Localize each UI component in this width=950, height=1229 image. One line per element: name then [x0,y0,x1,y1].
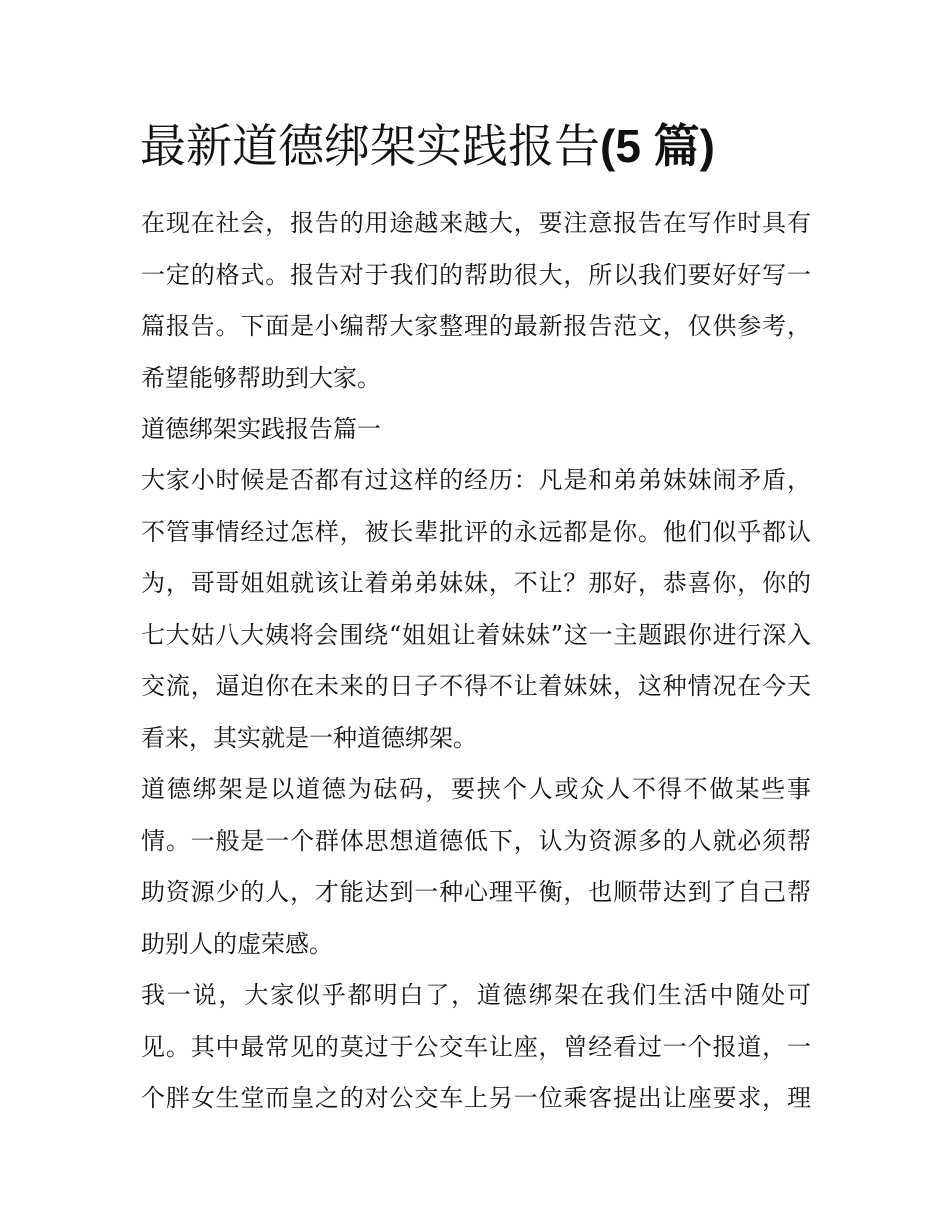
paragraph-line: 不管事情经过怎样，被长辈批评的永远都是你。他们似乎都认 [141,517,811,546]
title-count: (5 篇) [600,120,715,172]
paragraph-line: 道德绑架是以道德为砝码，要挟个人或众人不得不做某些事 [141,775,811,803]
paragraph-line: 大家小时候是否都有过这样的经历：凡是和弟弟妹妹闹矛盾， [141,466,811,494]
paragraph-line: 助别人的虚荣感。 [141,929,333,958]
paragraph-line: 为，哥哥姐姐就该让着弟弟妹妹，不让？那好，恭喜你，你的 [141,569,811,597]
paragraph-line: 七大姑八大姨将会围绕“姐姐让着妹妹”这一主题跟你进行深入 [141,620,811,649]
document-body [141,198,811,1125]
title-text: 最新道德绑架实践报告 [140,119,600,173]
paragraph-line: 见。其中最常见的莫过于公交车让座，曾经看过一个报道，一 [141,1032,811,1061]
page-title [140,114,860,178]
paragraph-line: 在现在社会，报告的用途越来越大，要注意报告在写作时具有 [141,209,811,237]
paragraph-line: 希望能够帮助到大家。 [141,363,381,392]
paragraph-line: 助资源少的人，才能达到一种心理平衡，也顺带达到了自己帮 [141,878,811,906]
paragraph-line: 我一说，大家似乎都明白了，道德绑架在我们生活中随处可 [141,981,811,1009]
paragraph-line: 情。一般是一个群体思想道德低下，认为资源多的人就必须帮 [141,826,811,855]
paragraph-line: 交流，逼迫你在未来的日子不得不让着妹妹，这种情况在今天 [141,672,811,700]
paragraph-line: 看来，其实就是一种道德绑架。 [141,723,477,752]
paragraph-line: 一定的格式。报告对于我们的帮助很大，所以我们要好好写一 [141,260,811,289]
paragraph-line: 篇报告。下面是小编帮大家整理的最新报告范文，仅供参考， [141,312,811,340]
section-heading: 道德绑架实践报告篇一 [141,415,381,443]
paragraph-line: 个胖女生堂而皇之的对公交车上另一位乘客提出让座要求，理 [141,1084,811,1112]
